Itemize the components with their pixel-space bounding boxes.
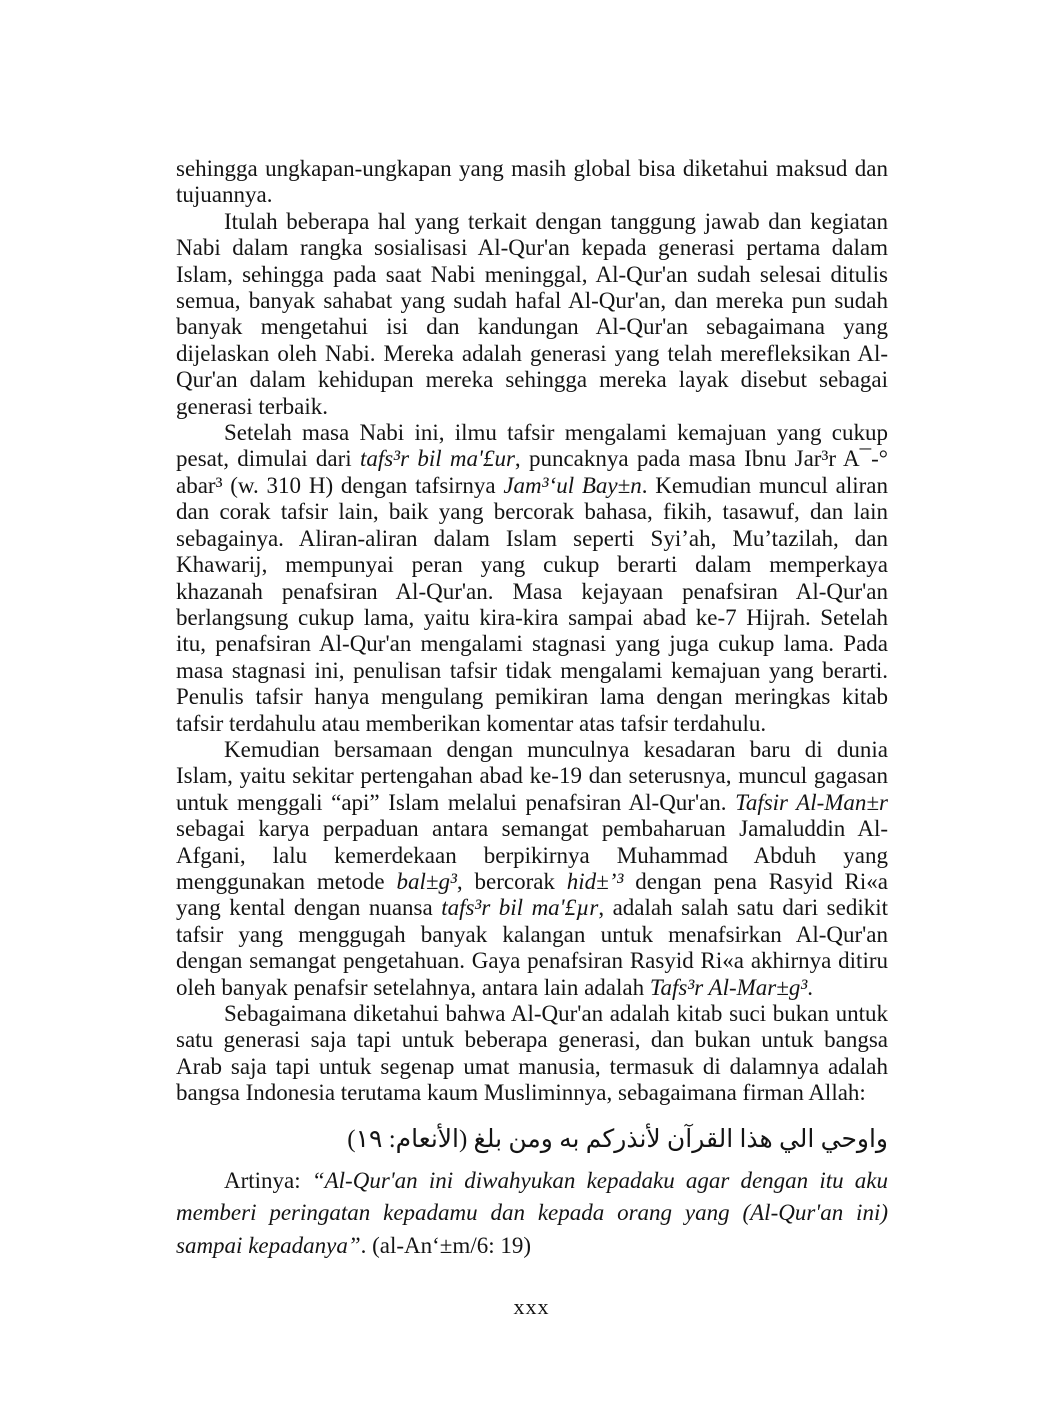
text-run: sebagai karya perpaduan antara semangat pembaharuan Jamaluddin Al-Afgani, lalu kemerdekaan berpikirnya Muhammad Abduh yang menggunakan metode <box>176 816 888 894</box>
text-run: Kemudian bersamaan dengan munculnya kesadaran baru di dunia Islam, yaitu sekitar pertengahan abad ke-19 dan seterusnya, muncul gagasan untuk menggali “api” Islam melalui penafsiran Al-Qur'an. <box>176 736 888 815</box>
translation-paragraph <box>176 1165 888 1263</box>
para-tafsir-modern <box>176 737 888 1001</box>
text-run: Setelah masa Nabi ini, ilmu tafsir mengalami kemajuan yang cukup pesat, dimulai dari <box>176 420 888 472</box>
text-run: dengan pena Rasyid Ri«a yang kental dengan nuansa <box>176 868 888 921</box>
text-run: . (al-An‘±m/6: 19) <box>360 1232 532 1258</box>
text-block <box>176 156 888 1262</box>
text-run: sehingga ungkapan-ungkapan yang masih global bisa diketahui maksud dan tujuannya. <box>176 156 888 208</box>
text-run: bal±g³ <box>396 868 457 894</box>
text-run: , bercorak <box>456 868 567 894</box>
text-run: hid±’³ <box>566 868 624 894</box>
text-run: , puncaknya pada masa Ibnu Jar³r A¯-° abar³ (w. 310 H) dengan tafsirnya <box>176 446 889 498</box>
text-run: Sebagaimana diketahui bahwa Al-Qur'an adalah kitab suci bukan untuk satu generasi saja tapi untuk beberapa generasi, dan bukan untuk bangsa Arab saja tapi untuk segenap umat manusia, termasuk di dalamnya adalah bangsa Indonesia terutama kaum Musliminnya, sebagaimana firman Allah: <box>176 1001 888 1106</box>
text-run: , adalah salah satu dari sedikit tafsir yang menggugah banyak kalangan untuk menafsirkan Al-Qur'an dengan semangat pengetahuan. Gaya penafsiran Rasyid Ri«a akhirnya ditiru oleh banyak penafsir setelahnya, antara lain adalah <box>176 895 888 1000</box>
para-sejarah-tafsir <box>176 420 888 737</box>
text-run: Itulah beberapa hal yang terkait dengan tanggung jawab dan kegiatan Nabi dalam rangka sosialisasi Al-Qur'an kepada generasi pertama dalam Islam, sehingga pada saat Nabi meninggal, Al-Qur'an sudah selesai ditulis semua, banyak sahabat yang sudah hafal Al-Qur'an, dan mereka pun sudah banyak mengetahui isi dan kandungan Al-Qur'an sebagaimana yang dijelaskan oleh Nabi. Mereka adalah generasi yang telah merefleksikan Al-Qur'an dalam kehidupan mereka sehingga mereka layak disebut sebagai generasi terbaik. <box>176 208 888 419</box>
arabic-verse: واوحي الي هذا القرآن لأنذركم به ومن بلغ (الأنعام: ١٩) <box>347 1125 888 1153</box>
para-continuation <box>176 156 888 209</box>
text-run: tafs³r bil ma'£µr <box>441 895 599 921</box>
page-number: xxx <box>513 1294 550 1319</box>
text-run: Jam³‘ul Bay±n <box>503 472 642 498</box>
text-run: Artinya: <box>224 1167 312 1193</box>
text-run: “Al-Qur'an ini diwahyukan kepadaku agar dengan itu aku memberi peringatan kepadamu dan kepada orang yang (Al-Qur'an ini) sampai kepadanya” <box>176 1167 888 1258</box>
para-nabi-sosialisasi <box>176 209 888 420</box>
text-run: Tafsir Al-Man±r <box>735 789 888 815</box>
text-run: . <box>807 974 814 1000</box>
text-run: tafs³r bil ma'£ur <box>359 446 515 472</box>
text-run: . Kemudian muncul aliran dan corak tafsir lain, baik yang bercorak bahasa, fikih, tasawuf, dan lain sebagainya. Aliran-aliran dalam Islam seperti Syi’ah, Mu’tazilah, dan Khawarij, mempunyai peran yang cukup berarti dalam memperkaya khazanah penafsiran Al-Qur'an. Masa kejayaan penafsiran Al-Qur'an berlangsung cukup lama, yaitu kira-kira sampai abad ke-7 Hijrah. Setelah itu, penafsiran Al-Qur'an mengalami stagnasi yang juga cukup lama. Pada masa stagnasi ini, penulisan tafsir tidak mengalami kemajuan yang berarti. Penulis tafsir hanya mengulang pemikiran lama dengan meringkas kitab tafsir terdahulu atau memberikan komentar atas tafsir terdahulu. <box>176 472 889 736</box>
text-run: Tafs³r Al-Mar±g³ <box>649 974 808 1000</box>
para-kitab-suci-universal <box>176 1001 888 1107</box>
